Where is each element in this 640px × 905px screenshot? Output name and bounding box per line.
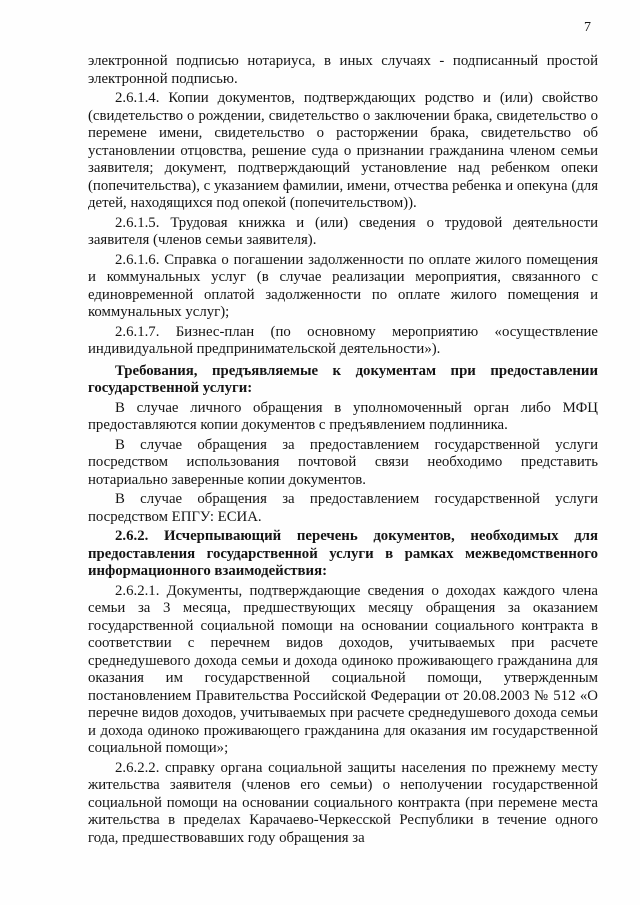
document-body — [88, 53, 598, 849]
paragraph-2-6-2-2: 2.6.2.2. справку органа социальной защиты населения по прежнему месту жительства заявителя (членов его семьи) о неполучении государственной социальной помощи на основании социального контракта (при перемене места жительства в пределах Карачаево-Черкесской Республики в течение одного года, предшествовавших году обращения за — [88, 759, 598, 846]
heading-document-requirements: Требования, предъявляемые к документам при предоставлении государственной услуги: — [88, 362, 598, 396]
paragraph-2-6-2-1: 2.6.2.1. Документы, подтверждающие сведения о доходах каждого члена семьи за 3 месяца, предшествующих месяцу обращения за оказанием государственной социальной помощи на основании социального контракта в соответствии с перечнем видов доходов, учитываемых при расчете среднедушевого дохода семьи и дохода одиноко проживающего гражданина для оказания им государственной социальной помощи, утвержденным постановлением Правительства Российской Федерации от 20.08.2003 № 512 «О перечне видов доходов, учитываемых при расчете среднедушевого дохода семьи и дохода одиноко проживающего гражданина для оказания им государственной социальной помощи»; — [88, 582, 598, 756]
paragraph-personal-application: В случае личного обращения в уполномоченный орган либо МФЦ предоставляются копии документов с предъявлением подлинника. — [88, 399, 598, 433]
paragraph-epgu-application: В случае обращения за предоставлением государственной услуги посредством ЕПГУ: ЕСИА. — [88, 491, 598, 525]
paragraph-2-6-1-4: 2.6.1.4. Копии документов, подтверждающих родство и (или) свойство (свидетельство о рождении, свидетельство о заключении брака, свидетельство о перемене имени, свидетельство о расторжении брака, свидетельство об установлении отцовства, решение суда о признании гражданина членом семьи заявителя; документ, подтверждающий установление над ребенком опеки (попечительства), с указанием фамилии, имени, отчества ребенка и опекуна (для детей, находящихся под опекой (попечительством)). — [88, 90, 598, 211]
paragraph-continuation: электронной подписью нотариуса, в иных случаях - подписанный простой электронной подписью. — [88, 53, 598, 87]
paragraph-2-6-1-6: 2.6.1.6. Справка о погашении задолженности по оплате жилого помещения и коммунальных услуг (в случае реализации мероприятия, связанного с единовременной оплатой задолженности по оплате жилого помещения и коммунальных услуг); — [88, 251, 598, 320]
heading-2-6-2: 2.6.2. Исчерпывающий перечень документов, необходимых для предоставления государственной услуги в рамках межведомственного информационного взаимодействия: — [88, 528, 598, 579]
paragraph-2-6-1-7: 2.6.1.7. Бизнес-план (по основному мероприятию «осуществление индивидуальной предпринимательской деятельности»). — [88, 323, 598, 357]
paragraph-postal-application: В случае обращения за предоставлением государственной услуги посредством использования почтовой связи необходимо представить нотариально заверенные копии документов. — [88, 436, 598, 488]
page-number: 7 — [584, 20, 591, 35]
paragraph-2-6-1-5: 2.6.1.5. Трудовая книжка и (или) сведения о трудовой деятельности заявителя (членов семьи заявителя). — [88, 214, 598, 248]
